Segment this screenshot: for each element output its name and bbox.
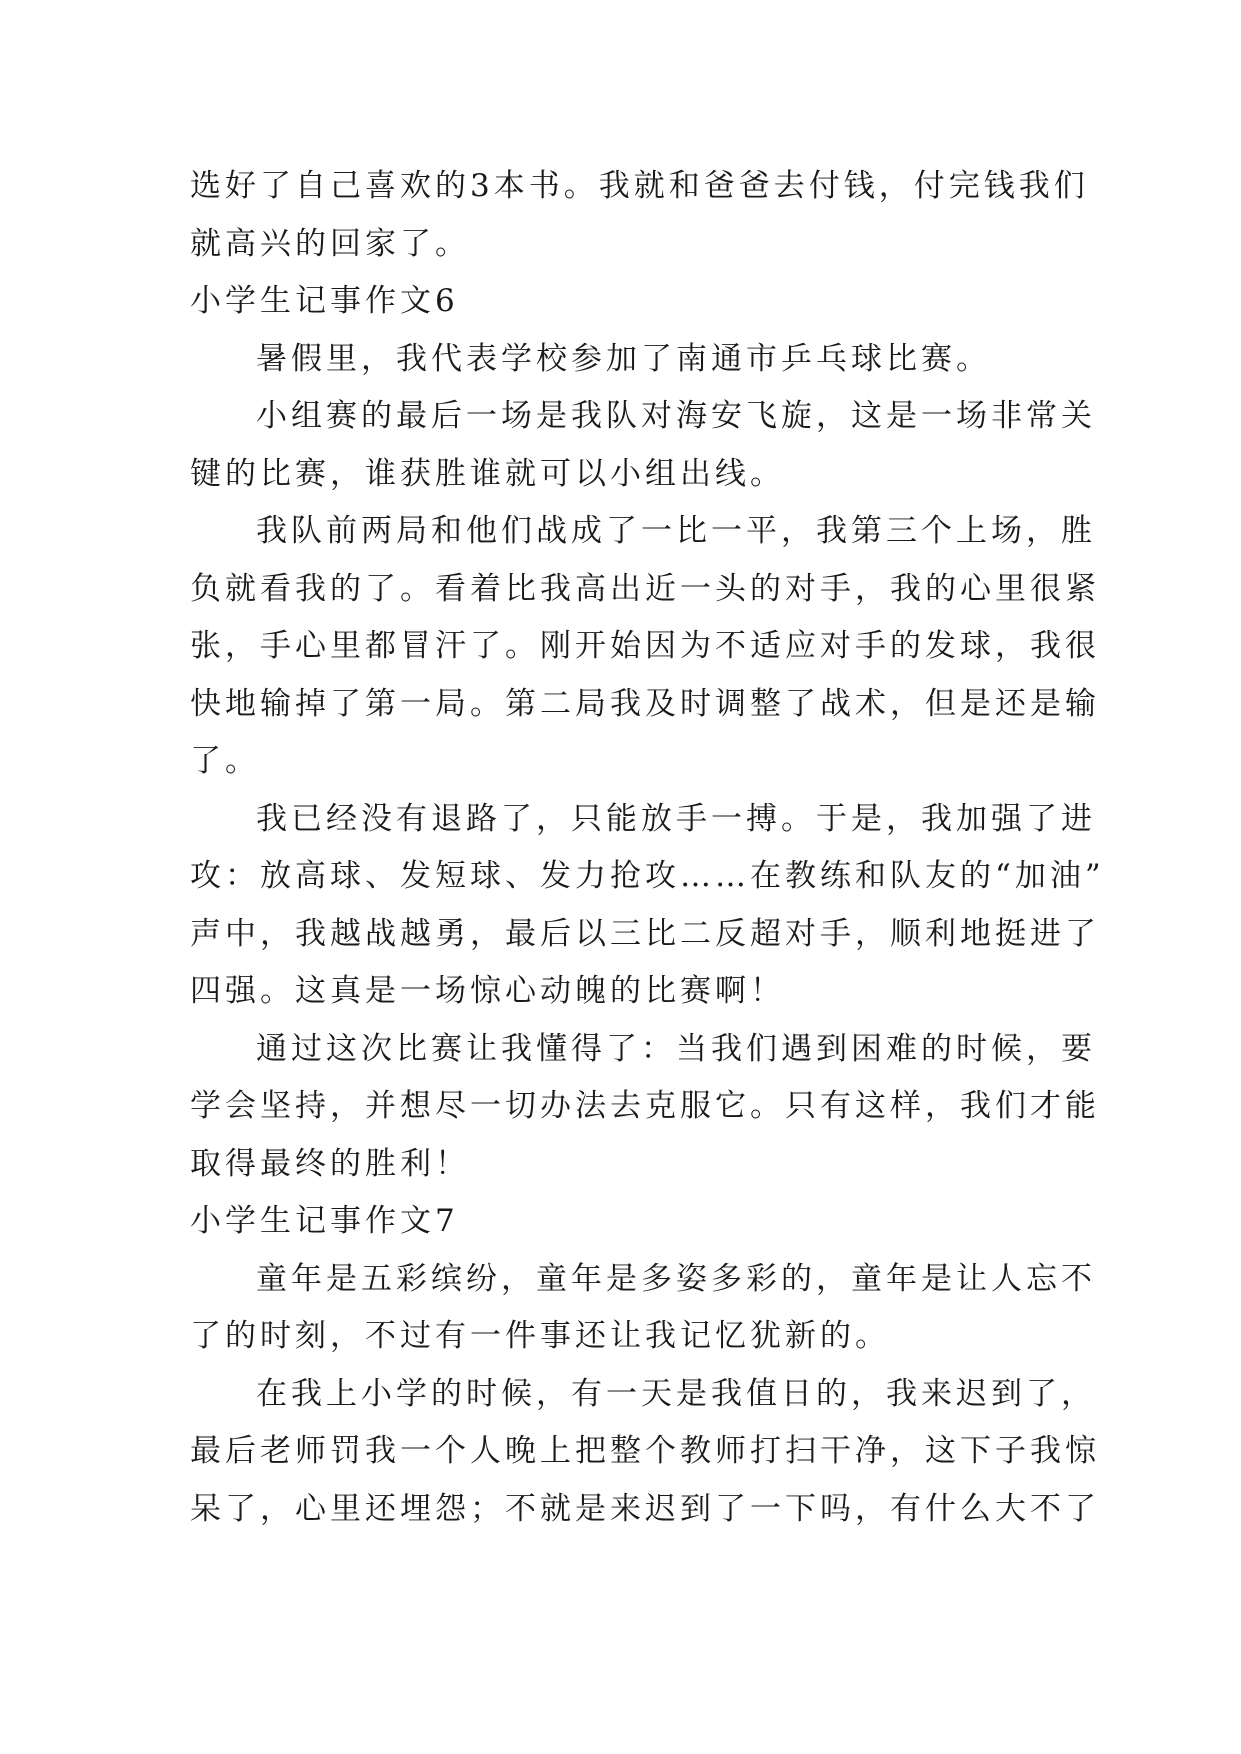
paragraph-start-line: 童年是五彩缤纷，童年是多姿多彩的，童年是让人忘不 (256, 1260, 1096, 1297)
paragraph-start-line: 在我上小学的时候，有一天是我值日的，我来迟到了， (256, 1375, 1096, 1412)
text-line: 呆了，心里还埋怨；不就是来迟到了一下吗，有什么大不了 (190, 1490, 1100, 1527)
text-line: 了。 (190, 743, 260, 779)
text-line: 选好了自己喜欢的3本书。我就和爸爸去付钱，付完钱我们 (190, 168, 1089, 204)
paragraph-start-line: 我队前两局和他们战成了一比一平，我第三个上场，胜 (256, 513, 1096, 549)
section-heading: 小学生记事作文7 (190, 1203, 459, 1239)
text-line: 四强。这真是一场惊心动魄的比赛啊！ (190, 973, 785, 1009)
text-line: 声中，我越战越勇，最后以三比二反超对手，顺利地挺进了 (190, 915, 1100, 952)
text-line: 就高兴的回家了。 (190, 225, 470, 262)
paragraph-start-line: 小组赛的最后一场是我队对海安飞旋，这是一场非常关 (256, 398, 1096, 434)
paragraph-start-line: 我已经没有退路了，只能放手一搏。于是，我加强了进 (256, 800, 1096, 837)
text-line: 取得最终的胜利！ (190, 1145, 470, 1182)
section-heading: 小学生记事作文6 (190, 283, 459, 319)
text-line: 张，手心里都冒汗了。刚开始因为不适应对手的发球，我很 (190, 628, 1100, 664)
text-line: 快地输掉了第一局。第二局我及时调整了战术，但是还是输 (190, 685, 1100, 722)
text-line: 了的时刻，不过有一件事还让我记忆犹新的。 (190, 1318, 890, 1354)
text-line: 最后老师罚我一个人晚上把整个教师打扫干净，这下子我惊 (190, 1433, 1100, 1469)
paragraph-start-line: 暑假里，我代表学校参加了南通市乒乓球比赛。 (256, 340, 991, 377)
text-line: 学会坚持，并想尽一切办法去克服它。只有这样，我们才能 (190, 1088, 1100, 1124)
document-page (190, 158, 1105, 1538)
text-line: 负就看我的了。看着比我高出近一头的对手，我的心里很紧 (190, 570, 1100, 607)
paragraph-start-line: 通过这次比赛让我懂得了：当我们遇到困难的时候，要 (256, 1030, 1096, 1067)
text-line: 攻：放高球、发短球、发力抢攻……在教练和队友的“加油” (190, 858, 1105, 894)
text-line: 键的比赛，谁获胜谁就可以小组出线。 (190, 455, 785, 492)
